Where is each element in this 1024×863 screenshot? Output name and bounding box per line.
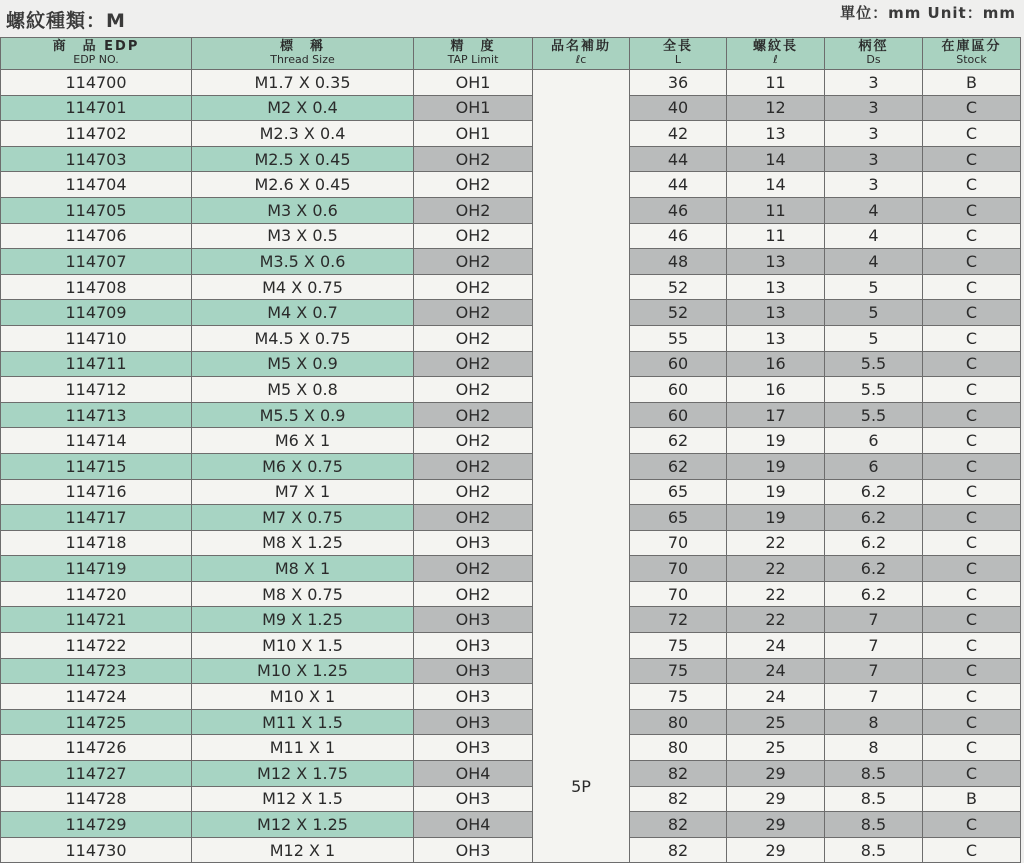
thread-length-cell: 24 [727, 658, 825, 684]
col-shank-diameter: 柄徑 Ds [825, 38, 923, 70]
stock-cell: C [923, 249, 1021, 275]
edp-cell: 114705 [1, 197, 192, 223]
thread-size-cell: M1.7 X 0.35 [192, 70, 414, 96]
table-row [1, 274, 1021, 300]
thread-size-cell: M12 X 1.5 [192, 786, 414, 812]
table-row [1, 761, 1021, 787]
total-length-cell: 60 [630, 402, 727, 428]
stock-cell: C [923, 658, 1021, 684]
thread-size-cell: M7 X 0.75 [192, 505, 414, 531]
thread-size-cell: M4 X 0.75 [192, 274, 414, 300]
col-stock: 在庫區分 Stock [923, 38, 1021, 70]
thread-length-cell: 16 [727, 351, 825, 377]
edp-cell: 114704 [1, 172, 192, 198]
shank-diameter-cell: 5 [825, 325, 923, 351]
stock-cell: C [923, 428, 1021, 454]
stock-cell: C [923, 197, 1021, 223]
stock-cell: C [923, 633, 1021, 659]
table-row [1, 556, 1021, 582]
thread-size-cell: M8 X 1.25 [192, 530, 414, 556]
total-length-cell: 75 [630, 658, 727, 684]
thread-length-cell: 13 [727, 300, 825, 326]
stock-cell: C [923, 581, 1021, 607]
thread-length-cell: 24 [727, 684, 825, 710]
stock-cell: C [923, 761, 1021, 787]
stock-cell: C [923, 172, 1021, 198]
shank-diameter-cell: 5 [825, 300, 923, 326]
stock-cell: B [923, 70, 1021, 96]
tap-limit-cell: OH2 [414, 428, 533, 454]
stock-cell: C [923, 402, 1021, 428]
shank-diameter-cell: 5.5 [825, 351, 923, 377]
tap-limit-cell: OH2 [414, 505, 533, 531]
stock-cell: C [923, 121, 1021, 147]
table-row [1, 479, 1021, 505]
tap-limit-cell: OH2 [414, 377, 533, 403]
thread-size-cell: M2 X 0.4 [192, 95, 414, 121]
shank-diameter-cell: 3 [825, 95, 923, 121]
table-row [1, 633, 1021, 659]
spec-table [0, 37, 1021, 863]
stock-cell: C [923, 684, 1021, 710]
total-length-cell: 70 [630, 556, 727, 582]
thread-size-cell: M10 X 1.5 [192, 633, 414, 659]
table-row [1, 249, 1021, 275]
edp-cell: 114718 [1, 530, 192, 556]
total-length-cell: 44 [630, 172, 727, 198]
thread-length-cell: 19 [727, 505, 825, 531]
unit-note: 單位：mm Unit：mm [840, 4, 1016, 22]
edp-cell: 114702 [1, 121, 192, 147]
total-length-cell: 48 [630, 249, 727, 275]
tap-limit-cell: OH4 [414, 812, 533, 838]
tap-limit-cell: OH2 [414, 172, 533, 198]
tap-limit-cell: OH3 [414, 658, 533, 684]
table-row [1, 505, 1021, 531]
stock-cell: C [923, 709, 1021, 735]
shank-diameter-cell: 4 [825, 197, 923, 223]
edp-cell: 114729 [1, 812, 192, 838]
shank-diameter-cell: 7 [825, 658, 923, 684]
thread-length-cell: 22 [727, 607, 825, 633]
edp-cell: 114721 [1, 607, 192, 633]
total-length-cell: 44 [630, 146, 727, 172]
thread-length-cell: 29 [727, 761, 825, 787]
total-length-cell: 52 [630, 300, 727, 326]
edp-cell: 114703 [1, 146, 192, 172]
edp-cell: 114728 [1, 786, 192, 812]
table-row [1, 709, 1021, 735]
stock-cell: C [923, 607, 1021, 633]
col-tap-limit: 精 度 TAP Limit [414, 38, 533, 70]
table-row [1, 300, 1021, 326]
tap-limit-cell: OH3 [414, 633, 533, 659]
thread-length-cell: 19 [727, 428, 825, 454]
table-row [1, 453, 1021, 479]
shank-diameter-cell: 3 [825, 121, 923, 147]
thread-length-cell: 29 [727, 786, 825, 812]
stock-cell: C [923, 95, 1021, 121]
thread-length-cell: 22 [727, 581, 825, 607]
thread-length-cell: 25 [727, 735, 825, 761]
shank-diameter-cell: 3 [825, 172, 923, 198]
edp-cell: 114713 [1, 402, 192, 428]
table-row [1, 402, 1021, 428]
total-length-cell: 75 [630, 633, 727, 659]
total-length-cell: 80 [630, 735, 727, 761]
edp-cell: 114726 [1, 735, 192, 761]
thread-length-cell: 17 [727, 402, 825, 428]
thread-size-cell: M5.5 X 0.9 [192, 402, 414, 428]
col-thread-length: 螺紋長 ℓ [727, 38, 825, 70]
edp-cell: 114727 [1, 761, 192, 787]
thread-size-cell: M4 X 0.7 [192, 300, 414, 326]
table-row [1, 197, 1021, 223]
total-length-cell: 60 [630, 351, 727, 377]
stock-cell: C [923, 453, 1021, 479]
edp-cell: 114706 [1, 223, 192, 249]
thread-size-cell: M12 X 1 [192, 837, 414, 863]
thread-size-cell: M9 X 1.25 [192, 607, 414, 633]
tap-limit-cell: OH2 [414, 146, 533, 172]
table-row [1, 223, 1021, 249]
total-length-cell: 82 [630, 812, 727, 838]
tap-limit-cell: OH2 [414, 274, 533, 300]
edp-cell: 114717 [1, 505, 192, 531]
stock-cell: C [923, 274, 1021, 300]
shank-diameter-cell: 6 [825, 428, 923, 454]
table-row [1, 658, 1021, 684]
tap-limit-cell: OH3 [414, 837, 533, 863]
shank-diameter-cell: 6.2 [825, 556, 923, 582]
tap-limit-cell: OH2 [414, 453, 533, 479]
stock-cell: C [923, 351, 1021, 377]
thread-length-cell: 22 [727, 556, 825, 582]
thread-size-cell: M3 X 0.5 [192, 223, 414, 249]
shank-diameter-cell: 7 [825, 684, 923, 710]
stock-cell: C [923, 837, 1021, 863]
table-row [1, 146, 1021, 172]
total-length-cell: 70 [630, 530, 727, 556]
tap-limit-cell: OH2 [414, 223, 533, 249]
tap-limit-cell: OH2 [414, 581, 533, 607]
tap-limit-cell: OH3 [414, 530, 533, 556]
col-thread-size: 標 稱 Thread Size [192, 38, 414, 70]
thread-length-cell: 12 [727, 95, 825, 121]
edp-cell: 114722 [1, 633, 192, 659]
table-row [1, 172, 1021, 198]
stock-cell: C [923, 223, 1021, 249]
edp-cell: 114709 [1, 300, 192, 326]
tap-limit-cell: OH1 [414, 121, 533, 147]
thread-length-cell: 14 [727, 146, 825, 172]
thread-size-cell: M5 X 0.9 [192, 351, 414, 377]
table-row [1, 70, 1021, 96]
edp-cell: 114725 [1, 709, 192, 735]
total-length-cell: 36 [630, 70, 727, 96]
thread-size-cell: M2.5 X 0.45 [192, 146, 414, 172]
page-title: 螺紋種類：M [6, 10, 126, 32]
edp-cell: 114711 [1, 351, 192, 377]
stock-cell: B [923, 786, 1021, 812]
table-header [1, 38, 1021, 70]
thread-length-cell: 19 [727, 453, 825, 479]
thread-size-cell: M2.3 X 0.4 [192, 121, 414, 147]
thread-length-cell: 13 [727, 274, 825, 300]
stock-cell: C [923, 325, 1021, 351]
thread-size-cell: M5 X 0.8 [192, 377, 414, 403]
thread-size-cell: M4.5 X 0.75 [192, 325, 414, 351]
shank-diameter-cell: 4 [825, 249, 923, 275]
total-length-cell: 70 [630, 581, 727, 607]
stock-cell: C [923, 300, 1021, 326]
thread-size-cell: M7 X 1 [192, 479, 414, 505]
table-row [1, 377, 1021, 403]
thread-length-cell: 11 [727, 223, 825, 249]
edp-cell: 114719 [1, 556, 192, 582]
thread-size-cell: M8 X 0.75 [192, 581, 414, 607]
shank-diameter-cell: 6 [825, 453, 923, 479]
shank-diameter-cell: 8 [825, 709, 923, 735]
thread-length-cell: 24 [727, 633, 825, 659]
thread-length-cell: 29 [727, 812, 825, 838]
total-length-cell: 62 [630, 428, 727, 454]
table-row [1, 121, 1021, 147]
edp-cell: 114724 [1, 684, 192, 710]
shank-diameter-cell: 8.5 [825, 786, 923, 812]
shank-diameter-cell: 8 [825, 735, 923, 761]
stock-cell: C [923, 556, 1021, 582]
tap-limit-cell: OH2 [414, 351, 533, 377]
tap-limit-cell: OH2 [414, 402, 533, 428]
total-length-cell: 46 [630, 197, 727, 223]
shank-diameter-cell: 6.2 [825, 581, 923, 607]
thread-length-cell: 13 [727, 121, 825, 147]
table-row [1, 530, 1021, 556]
tap-limit-cell: OH4 [414, 761, 533, 787]
shank-diameter-cell: 6.2 [825, 530, 923, 556]
thread-length-cell: 16 [727, 377, 825, 403]
stock-cell: C [923, 377, 1021, 403]
thread-length-cell: 14 [727, 172, 825, 198]
stock-cell: C [923, 479, 1021, 505]
edp-cell: 114720 [1, 581, 192, 607]
shank-diameter-cell: 7 [825, 633, 923, 659]
stock-cell: C [923, 735, 1021, 761]
shank-diameter-cell: 6.2 [825, 479, 923, 505]
thread-size-cell: M11 X 1 [192, 735, 414, 761]
stock-cell: C [923, 146, 1021, 172]
total-length-cell: 55 [630, 325, 727, 351]
total-length-cell: 65 [630, 479, 727, 505]
edp-cell: 114715 [1, 453, 192, 479]
shank-diameter-cell: 6.2 [825, 505, 923, 531]
stock-cell: C [923, 530, 1021, 556]
tap-limit-cell: OH2 [414, 556, 533, 582]
edp-cell: 114716 [1, 479, 192, 505]
table-row [1, 428, 1021, 454]
thread-size-cell: M6 X 1 [192, 428, 414, 454]
tap-limit-cell: OH2 [414, 300, 533, 326]
thread-size-cell: M10 X 1 [192, 684, 414, 710]
shank-diameter-cell: 8.5 [825, 837, 923, 863]
edp-cell: 114712 [1, 377, 192, 403]
edp-cell: 114701 [1, 95, 192, 121]
thread-length-cell: 25 [727, 709, 825, 735]
edp-cell: 114723 [1, 658, 192, 684]
thread-length-cell: 11 [727, 70, 825, 96]
table-row [1, 351, 1021, 377]
table-body [1, 70, 1021, 863]
tap-limit-cell: OH2 [414, 479, 533, 505]
shank-diameter-cell: 3 [825, 70, 923, 96]
thread-size-cell: M3 X 0.6 [192, 197, 414, 223]
shank-diameter-cell: 5.5 [825, 402, 923, 428]
tap-limit-cell: OH2 [414, 249, 533, 275]
total-length-cell: 62 [630, 453, 727, 479]
table-row [1, 812, 1021, 838]
total-length-cell: 52 [630, 274, 727, 300]
col-lc: 品名補助 ℓc [533, 38, 630, 70]
tap-limit-cell: OH2 [414, 197, 533, 223]
edp-cell: 114730 [1, 837, 192, 863]
thread-size-cell: M12 X 1.25 [192, 812, 414, 838]
total-length-cell: 72 [630, 607, 727, 633]
total-length-cell: 42 [630, 121, 727, 147]
tap-limit-cell: OH1 [414, 70, 533, 96]
lc-cell: 5P [533, 70, 630, 863]
edp-cell: 114700 [1, 70, 192, 96]
total-length-cell: 75 [630, 684, 727, 710]
tap-limit-cell: OH3 [414, 709, 533, 735]
thread-length-cell: 13 [727, 249, 825, 275]
stock-cell: C [923, 505, 1021, 531]
col-edp: 商 品 EDP EDP NO. [1, 38, 192, 70]
thread-size-cell: M6 X 0.75 [192, 453, 414, 479]
total-length-cell: 82 [630, 761, 727, 787]
tap-limit-cell: OH3 [414, 786, 533, 812]
shank-diameter-cell: 4 [825, 223, 923, 249]
table-row [1, 837, 1021, 863]
table-row [1, 684, 1021, 710]
stock-cell: C [923, 812, 1021, 838]
shank-diameter-cell: 3 [825, 146, 923, 172]
edp-cell: 114707 [1, 249, 192, 275]
table-row [1, 581, 1021, 607]
total-length-cell: 65 [630, 505, 727, 531]
tap-limit-cell: OH3 [414, 735, 533, 761]
shank-diameter-cell: 5 [825, 274, 923, 300]
thread-size-cell: M8 X 1 [192, 556, 414, 582]
thread-size-cell: M12 X 1.75 [192, 761, 414, 787]
edp-cell: 114714 [1, 428, 192, 454]
thread-length-cell: 13 [727, 325, 825, 351]
thread-length-cell: 22 [727, 530, 825, 556]
thread-length-cell: 19 [727, 479, 825, 505]
shank-diameter-cell: 7 [825, 607, 923, 633]
tap-limit-cell: OH3 [414, 607, 533, 633]
total-length-cell: 46 [630, 223, 727, 249]
edp-cell: 114708 [1, 274, 192, 300]
thread-length-cell: 11 [727, 197, 825, 223]
total-length-cell: 80 [630, 709, 727, 735]
thread-size-cell: M10 X 1.25 [192, 658, 414, 684]
tap-limit-cell: OH3 [414, 684, 533, 710]
thread-size-cell: M2.6 X 0.45 [192, 172, 414, 198]
thread-size-cell: M11 X 1.5 [192, 709, 414, 735]
tap-limit-cell: OH2 [414, 325, 533, 351]
tap-limit-cell: OH1 [414, 95, 533, 121]
edp-cell: 114710 [1, 325, 192, 351]
table-row [1, 786, 1021, 812]
col-total-length: 全長 L [630, 38, 727, 70]
table-row [1, 735, 1021, 761]
total-length-cell: 82 [630, 837, 727, 863]
shank-diameter-cell: 5.5 [825, 377, 923, 403]
thread-size-cell: M3.5 X 0.6 [192, 249, 414, 275]
table-row [1, 95, 1021, 121]
total-length-cell: 82 [630, 786, 727, 812]
total-length-cell: 60 [630, 377, 727, 403]
thread-length-cell: 29 [727, 837, 825, 863]
table-row [1, 325, 1021, 351]
table-row [1, 607, 1021, 633]
total-length-cell: 40 [630, 95, 727, 121]
shank-diameter-cell: 8.5 [825, 812, 923, 838]
shank-diameter-cell: 8.5 [825, 761, 923, 787]
